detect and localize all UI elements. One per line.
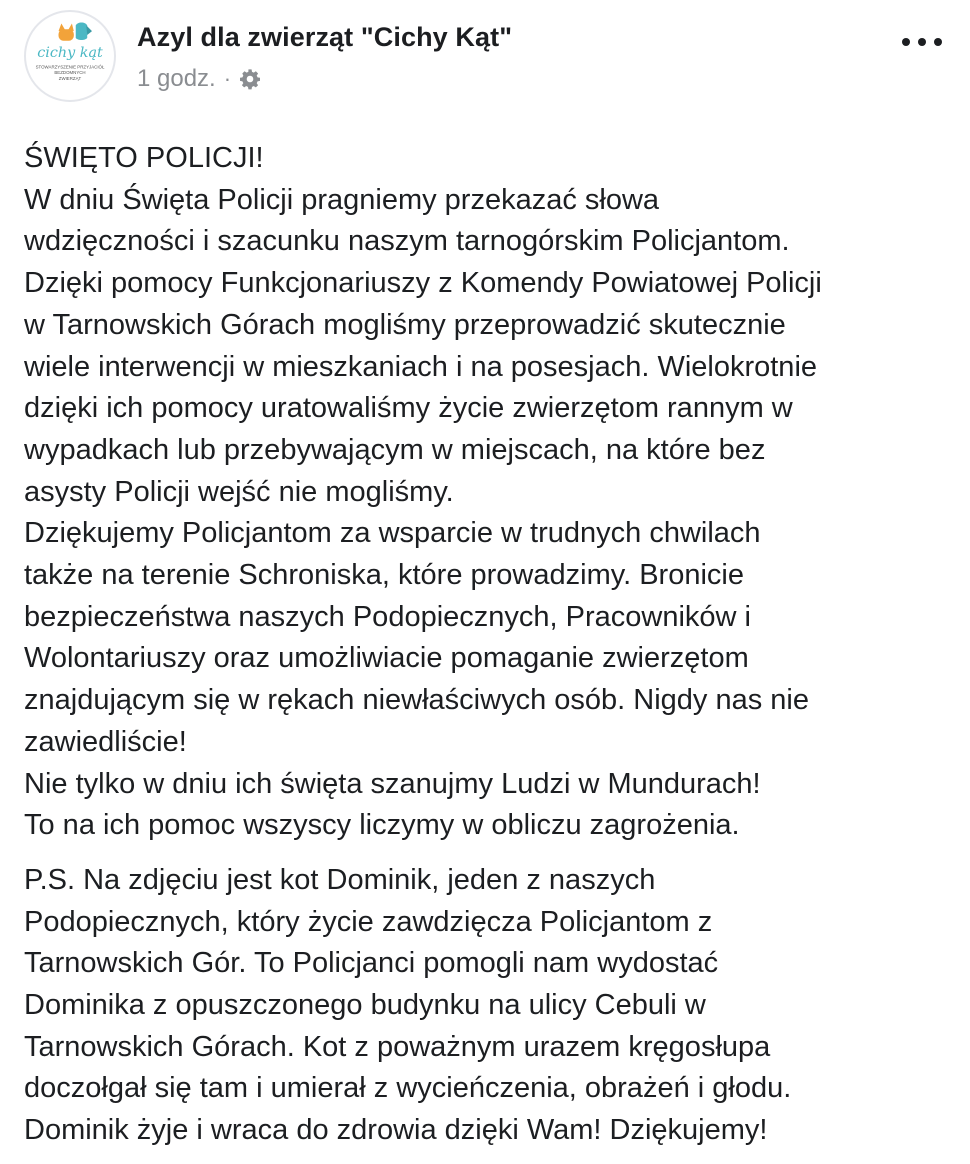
text-line: asysty Policji wejść nie mogliśmy. <box>24 475 454 508</box>
post-header <box>0 0 970 110</box>
text-line: dzięki ich pomocy uratowaliśmy życie zwierzętom rannym w <box>24 392 793 425</box>
post-text <box>24 138 954 1152</box>
more-dot <box>918 38 926 46</box>
text-line: wdzięczności i szacunku naszym tarnogórskim Policjantom. <box>24 225 790 258</box>
text-line: Nie tylko w dniu ich święta szanujmy Ludzi w Mundurach! <box>24 767 761 800</box>
text-line: Dominika z opuszczonego budynku na ulicy Cebuli w <box>24 989 706 1022</box>
text-line: w Tarnowskich Górach mogliśmy przeprowadzić skutecznie <box>24 308 786 341</box>
text-line: Tarnowskich Górach. Kot z poważnym urazem kręgosłupa <box>24 1030 771 1063</box>
cat-head-icon <box>59 29 74 40</box>
text-line: Dominik żyje i wraca do zdrowia dzięki Wam! Dziękujemy! <box>24 1114 768 1147</box>
paragraph-gap <box>24 847 954 860</box>
text-line: Wolontariuszy oraz umożliwiacie pomaganie zwierzętom <box>24 642 749 675</box>
text-line: bezpieczeństwa naszych Podopiecznych, Pracowników i <box>24 600 751 633</box>
svg-text:STOWARZYSZENIE PRZYJACIÓŁ: STOWARZYSZENIE PRZYJACIÓŁ <box>35 64 105 70</box>
text-line: wiele interwencji w mieszkaniach i na posesjach. Wielokrotnie <box>24 350 818 383</box>
cichy-kat-logo <box>26 12 114 100</box>
post-paragraph-ps <box>24 860 954 1152</box>
text-line: Tarnowskich Gór. To Policjanci pomogli nam wydostać <box>24 947 719 980</box>
text-line: To na ich pomoc wszyscy liczymy w obliczu zagrożenia. <box>24 809 740 842</box>
svg-text:cichy kąt: cichy kąt <box>37 44 103 61</box>
more-dot <box>934 38 942 46</box>
post-timestamp[interactable]: 1 godz. <box>137 65 216 92</box>
text-line: P.S. Na zdjęciu jest kot Dominik, jeden z naszych <box>24 863 656 896</box>
text-line: znajdującym się w rękach niewłaściwych osób. Nigdy nas nie <box>24 684 809 717</box>
post-paragraph-main <box>24 138 954 847</box>
svg-text:ZWIERZĄT: ZWIERZĄT <box>58 75 82 81</box>
more-options-button[interactable] <box>902 30 942 54</box>
text-line: także na terenie Schroniska, które prowadzimy. Bronicie <box>24 559 744 592</box>
text-line: Dzięki pomocy Funkcjonariuszy z Komendy Powiatowej Policji <box>24 267 822 300</box>
meta-separator: · <box>223 66 232 91</box>
more-dot <box>902 38 910 46</box>
text-line: Dziękujemy Policjantom za wsparcie w trudnych chwilach <box>24 517 761 550</box>
text-line: wypadkach lub przebywającym w miejscach, na które bez <box>24 433 766 466</box>
text-line: W dniu Święta Policji pragniemy przekazać słowa <box>24 183 660 216</box>
page-avatar[interactable] <box>24 10 116 102</box>
dog-head-icon <box>76 23 87 40</box>
svg-text:BEZDOMNYCH: BEZDOMNYCH <box>54 70 86 76</box>
page-name-link[interactable]: Azyl dla zwierząt "Cichy Kąt" <box>137 22 513 52</box>
text-line: zawiedliście! <box>24 725 187 758</box>
post-meta <box>137 64 261 94</box>
text-line: ŚWIĘTO POLICJI! <box>24 142 264 174</box>
text-line: Podopiecznych, który życie zawdzięcza Policjantom z <box>24 905 713 938</box>
text-line: doczołgał się tam i umierał z wycieńczenia, obrażeń i głodu. <box>24 1072 792 1105</box>
gear-icon[interactable] <box>239 68 261 90</box>
